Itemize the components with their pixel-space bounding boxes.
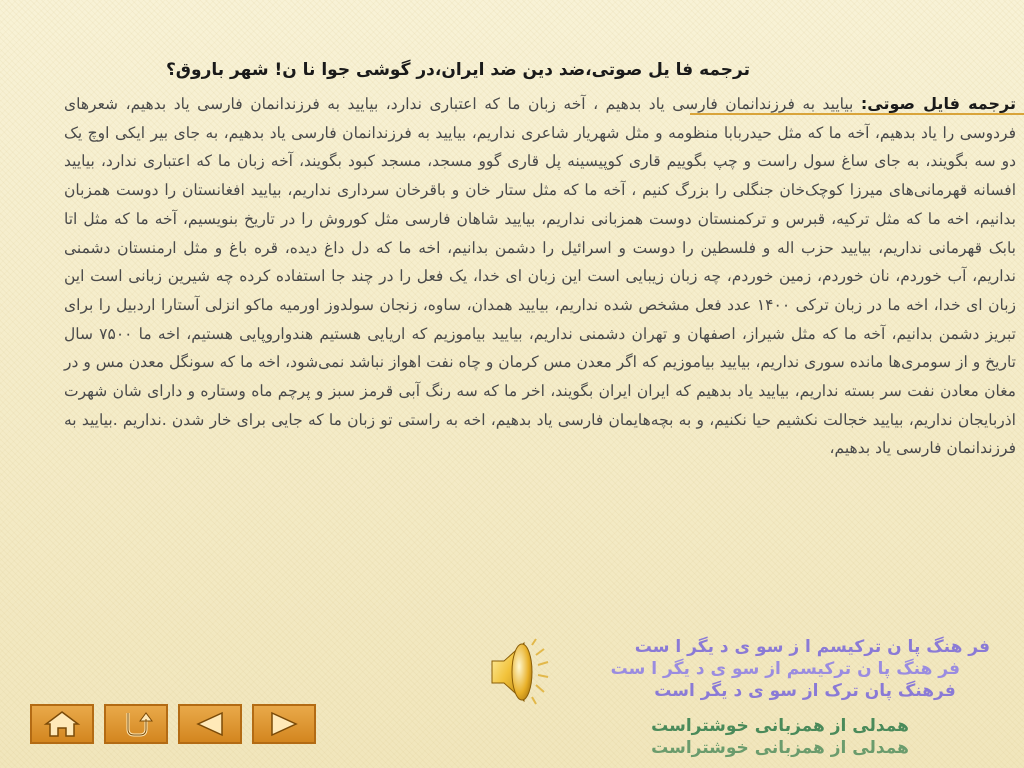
arrow-left-icon — [192, 710, 228, 738]
caption-line-3: فرهنگ پان ترک از سو ی د یگر است — [654, 681, 956, 701]
caption-line-2: فر هنگ پا ن ترکیسم از سو ی د یگر ا ست — [610, 659, 960, 679]
home-icon — [44, 710, 80, 738]
caption-line-1: فر هنگ پا ن ترکیسم ا ز سو ی د یگر ا ست — [634, 637, 990, 657]
previous-button[interactable] — [178, 704, 242, 744]
return-button[interactable] — [104, 704, 168, 744]
next-button[interactable] — [252, 704, 316, 744]
slide-title: ترجمه فا یل صوتی،ضد دین ضد ایران،در گوشی جوا نا ن! شهر باروق؟ — [165, 60, 750, 80]
body-paragraph — [64, 90, 1016, 463]
body-content: بیایید به فرزندانمان فارسی یاد بدهیم ، آخه زبان ما که اعتباری ندارد، بیایید به فرزندانمان فارسی یاد بدهیم، شعرهای فردوسی را یاد بدهیم، آخه ما که مثل حیدربابا منظومه و مثل شهریار شاعری نداریم، بیایید به فرزندانمان فارسی یاد بدهیم، به جای بیر ایکی اوچ یک دو سه بگویند، به جای ساغ سول راست و چپ بگوییم قاری کوپیسینه پل قاری گوو مسجد، مسجد کبود بگویند، آخه زبان ما که اعتباری ندارد، بیایید افسانه قهرمانی‌های میرزا کوچک‌خان جنگلی را بزرگ کنیم ، آخه ما که مثل ستار خان و باقرخان سرداری نداریم، بیایید افغانستان را دوست همزبان بدانیم، اخه ما که مثل ترکیه، قبرس و ترکمنستان دوست همزبانی نداریم، بیایید شاهان فارسی مثل کوروش را در تاریخ بنویسیم، آخه ما که مثل اتا بابک قهرمانی نداریم، بیایید حزب اله و فلسطین را دوست و اسرائیل را دشمن بدانیم، اخه ما که دل داغ دیده، قره باغ و مثل ارمنستان دشمنی نداریم، آب خوردم، نان خوردم، زمین خوردم، چه زبان زیبایی است این زبان ای خدا، یک فعل را در چند جا استفاده کرده چه شیرین زبانی است این زبان ای خدا، اخه ما در زبان ترکی ۱۴۰۰ عدد فعل مشخص شده نداریم، بیایید همدان، ساوه، زنجان سولدوز اورمیه ماکو انزلی آستارا اردبیل را برای تبریز دشمن بدانیم، آخه ما که مثل شیراز، اصفهان و تهران دشمنی نداریم، بیایید بیاموزیم که اریایی هستیم هندواروپایی هستیم، اخه ما ۷۵۰۰ سال تاریخ و از سومری‌ها مانده سوری نداریم، بیایید بیاموزیم که اگر معدن مس کرمان و چاه نفت اهواز نباشد نمی‌شود، اخه ما که سونگل معدن مس و در مغان معادن نفت سر بسته نداریم، بیایید یاد بدهیم که ایران ایران بگویند، اخر ما که سه رنگ آبی قرمز سبز و پرچم ماه وستاره و دارای شان شهرت اذربایجان نداریم، بیایید خجالت نکشیم حیا نکنیم، و به بچه‌هایمان فارسی یاد بدهیم، اخه به راستی تو زبان ما که جایی برای خار شدن .نداریم .بیایید به فرزندانمان فارسی یاد بدهیم، — [64, 95, 1016, 458]
green-caption-line-clipped: همدلی از همزبانی خوشتراست — [651, 738, 909, 758]
home-button[interactable] — [30, 704, 94, 744]
green-caption — [630, 715, 930, 758]
return-icon — [118, 709, 154, 739]
body-label: ترجمه فایل صوتی: — [860, 94, 1017, 113]
arrow-right-icon — [266, 710, 302, 738]
speaker-icon[interactable] — [482, 635, 552, 710]
stacked-caption — [560, 636, 990, 702]
green-caption-line: همدلی از همزبانی خوشتراست — [651, 716, 909, 736]
